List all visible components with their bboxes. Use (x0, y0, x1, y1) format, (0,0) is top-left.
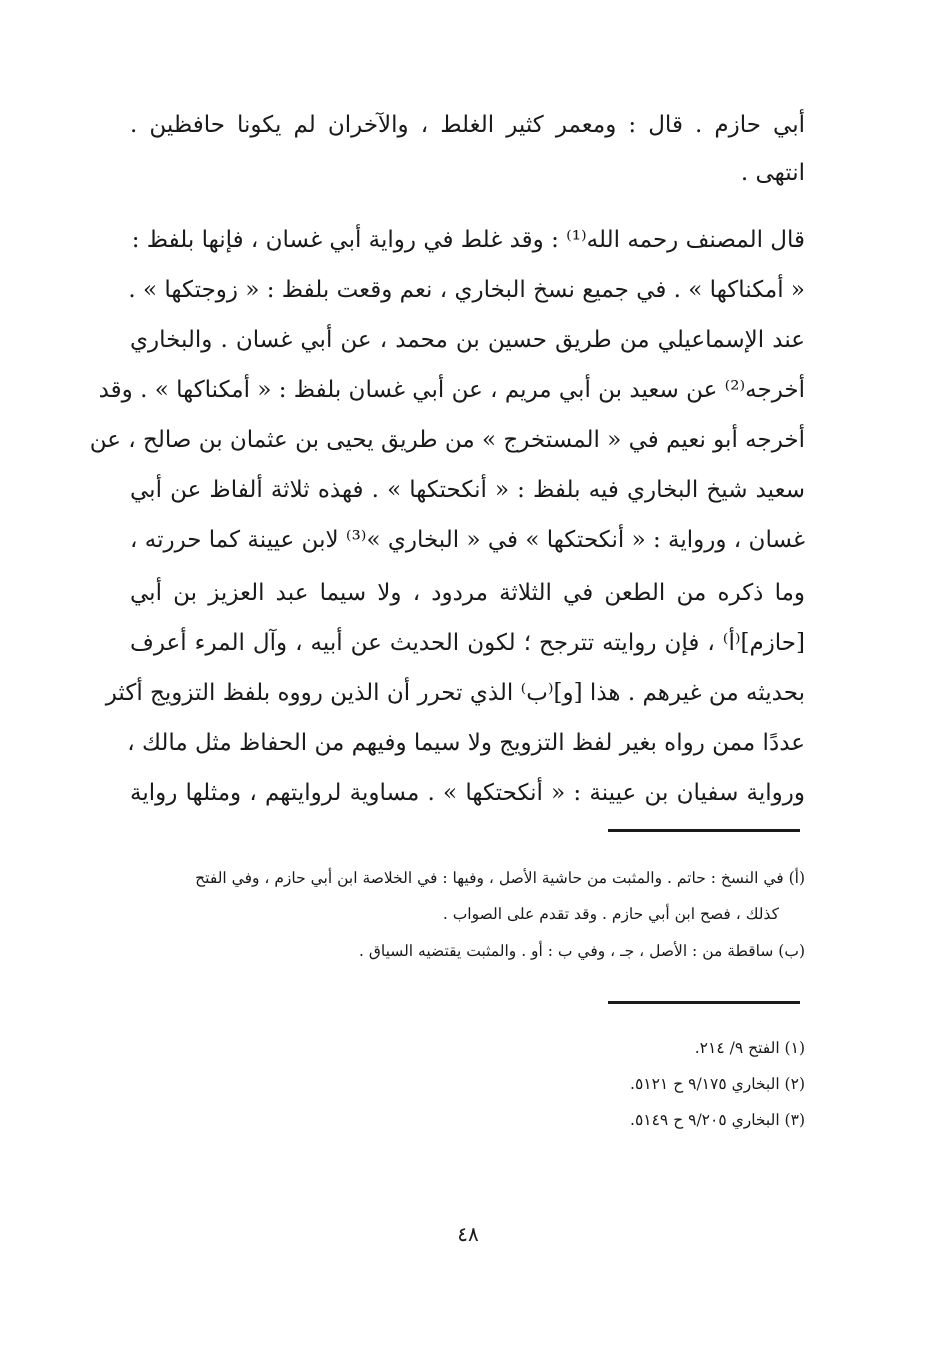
footnote-separator (608, 1001, 800, 1004)
editor-note: (أ) في النسخ : حاتم . والمثبت من حاشية الأصل ، وفيها : في الخلاصة ابن أبي حازم ، وفي الفتح (195, 869, 805, 887)
text-line: انتهى . (740, 160, 805, 186)
text-line: غسان ، ورواية : « أنكحتكها » في « البخاري »⁽³⁾ لابن عيينة كما حررته ، (130, 527, 805, 553)
text-line: أخرجه أبو نعيم في « المستخرج » من طريق يحيى بن عثمان بن صالح ، عن (89, 427, 805, 453)
editor-note: (ب) ساقطة من : الأصل ، جـ ، وفي ب : أو . والمثبت يقتضيه السياق . (358, 942, 805, 960)
source-note: (٢) البخاري ٩/١٧٥ ح ٥١٢١. (630, 1075, 805, 1093)
text-line: سعيد شيخ البخاري فيه بلفظ : « أنكحتكها » . فهذه ثلاثة ألفاظ عن أبي (130, 477, 805, 503)
text-line: أخرجه⁽²⁾ عن سعيد بن أبي مريم ، عن أبي غسان بلفظ : « أمكناكها » . وقد (98, 377, 805, 403)
source-note: (١) الفتح ٩/ ٢١٤. (694, 1039, 805, 1057)
page-number: ٤٨ (457, 1222, 479, 1246)
text-line: وما ذكره من الطعن في الثلاثة مردود ، ولا سيما عبد العزيز بن أبي (130, 580, 805, 606)
source-note: (٣) البخاري ٩/٢٠٥ ح ٥١٤٩. (630, 1111, 805, 1129)
text-line: [حازم]⁽أ⁾ ، فإن روايته تترجح ؛ لكون الحديث عن أبيه ، وآل المرء أعرف (130, 630, 805, 656)
text-line: ورواية سفيان بن عيينة : « أنكحتكها » . مساوية لروايتهم ، ومثلها رواية (130, 780, 805, 806)
editor-note: كذلك ، فصح ابن أبي حازم . وقد تقدم على الصواب . (442, 905, 779, 923)
text-line: قال المصنف رحمه الله⁽¹⁾ : وقد غلط في رواية أبي غسان ، فإنها بلفظ : (131, 227, 805, 253)
text-line: عددًا ممن رواه بغير لفظ التزويج ولا سيما وفيهم من الحفاظ مثل مالك ، (127, 730, 805, 756)
text-line: « أمكناكها » . في جميع نسخ البخاري ، نعم وقعت بلفظ : « زوجتكها » . (128, 277, 805, 303)
text-line: عند الإسماعيلي من طريق حسين بن محمد ، عن أبي غسان . والبخاري (130, 327, 805, 353)
footnote-separator (608, 829, 800, 832)
text-line: أبي حازم . قال : ومعمر كثير الغلط ، والآخران لم يكونا حافظين . (130, 112, 805, 138)
text-line: بحديثه من غيرهم . هذا [و]⁽ب⁾ الذي تحرر أن الذين رووه بلفظ التزويج أكثر (105, 680, 805, 706)
